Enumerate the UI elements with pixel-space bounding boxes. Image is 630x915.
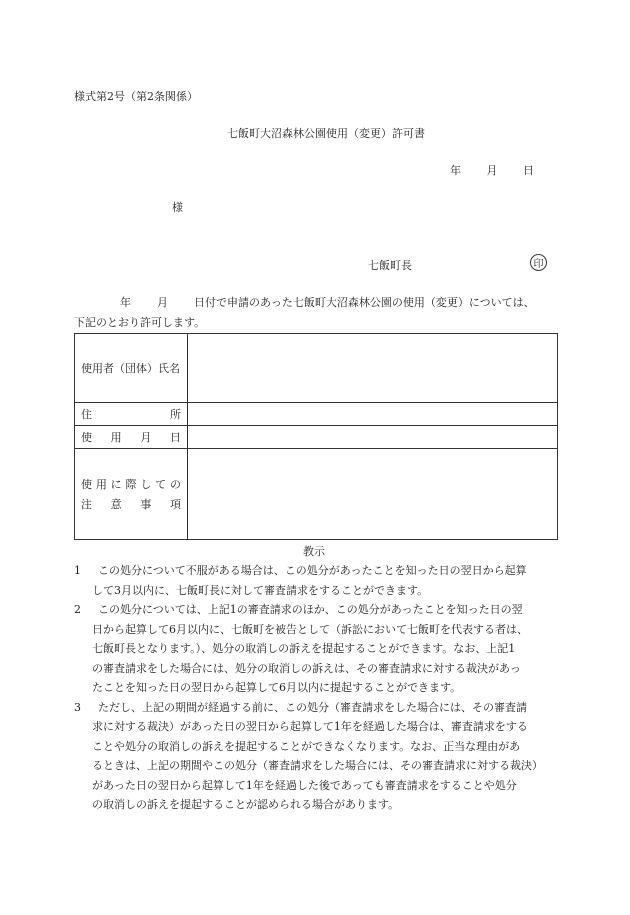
table-row-user-name xyxy=(75,334,558,403)
address-field[interactable] xyxy=(188,403,558,426)
intro-month: 月 xyxy=(157,296,168,309)
table-row-notes xyxy=(75,449,558,540)
instruction-number: 1 xyxy=(74,564,81,577)
instruction-number: 2 xyxy=(74,603,81,616)
user-name-label: 使用者（団体）氏名 xyxy=(75,334,188,403)
address-label: 住 所 xyxy=(75,403,188,426)
usage-date-label: 使 用 月 日 xyxy=(75,426,188,449)
issue-date xyxy=(450,162,556,178)
instruction-number: 3 xyxy=(74,700,81,714)
instructions-heading: 教示 xyxy=(303,545,325,558)
instruction-item: 2 この処分については、上記1の審査請求のほか、この処分があったことを知った日の翌 日から起算して6月以内に、七飯町を被告として（訴訟において七飯町を代表する者は、 七飯町長となります。）、処分の取消しの訴えを提起することができます。なお、上記1 の審査請求をした場合には、処分の取消しの訴えは、その審査請求に対する裁決があっ たことを知った日の翌日から起算して6月以内に提起することができます。 xyxy=(74,600,564,698)
document-title: 七飯町大沼森林公園使用（変更）許可書 xyxy=(227,127,425,140)
usage-notes-field[interactable] xyxy=(188,449,558,540)
date-year: 年 xyxy=(450,164,461,177)
instructions-list xyxy=(74,561,564,815)
table-row-usage-date xyxy=(75,426,558,449)
intro-line-1 xyxy=(120,294,535,310)
table-row-address xyxy=(75,403,558,426)
form-number: 様式第2号（第2条関係） xyxy=(74,90,198,103)
usage-date-field[interactable] xyxy=(188,426,558,449)
intro-year: 年 xyxy=(120,296,131,309)
intro-rest: 日付で申請のあった七飯町大沼森林公園の使用（変更）については、 xyxy=(194,296,535,309)
issuer-name: 七飯町長 xyxy=(368,259,412,272)
instruction-item: 1 この処分について不服がある場合は、この処分があったことを知った日の翌日から起算 して3月以内に、七飯町長に対して審査請求をすることができます。 xyxy=(74,561,564,600)
permit-table xyxy=(74,333,558,540)
usage-notes-label: 使 用 に 際 し て の 注 意 事 項 xyxy=(75,449,188,540)
date-day: 日 xyxy=(523,164,534,177)
intro-line-2: 下記のとおり許可します。 xyxy=(74,316,206,329)
addressee-suffix: 様 xyxy=(172,201,183,214)
seal-icon: 印 xyxy=(530,254,547,271)
instruction-item: 3 ただし、上記の期間が経過する前に、この処分（審査請求をした場合には、その審査請 求に対する裁決）があった日の翌日から起算して1年を経過した場合は、審査請求をする ことや処分の取消しの訴えを提起することができなくなります。なお、正当な理由があ るときは、上記の期間やこの処分（審査請求をした場合には、その審査請求に対する裁決） があった日の翌日から起算して1年を経過した後であっても審査請求をすることや処分 の取消しの訴えを提起することが認められる場合があります。 xyxy=(74,698,564,815)
user-name-field[interactable] xyxy=(188,334,558,403)
date-month: 月 xyxy=(486,164,498,177)
